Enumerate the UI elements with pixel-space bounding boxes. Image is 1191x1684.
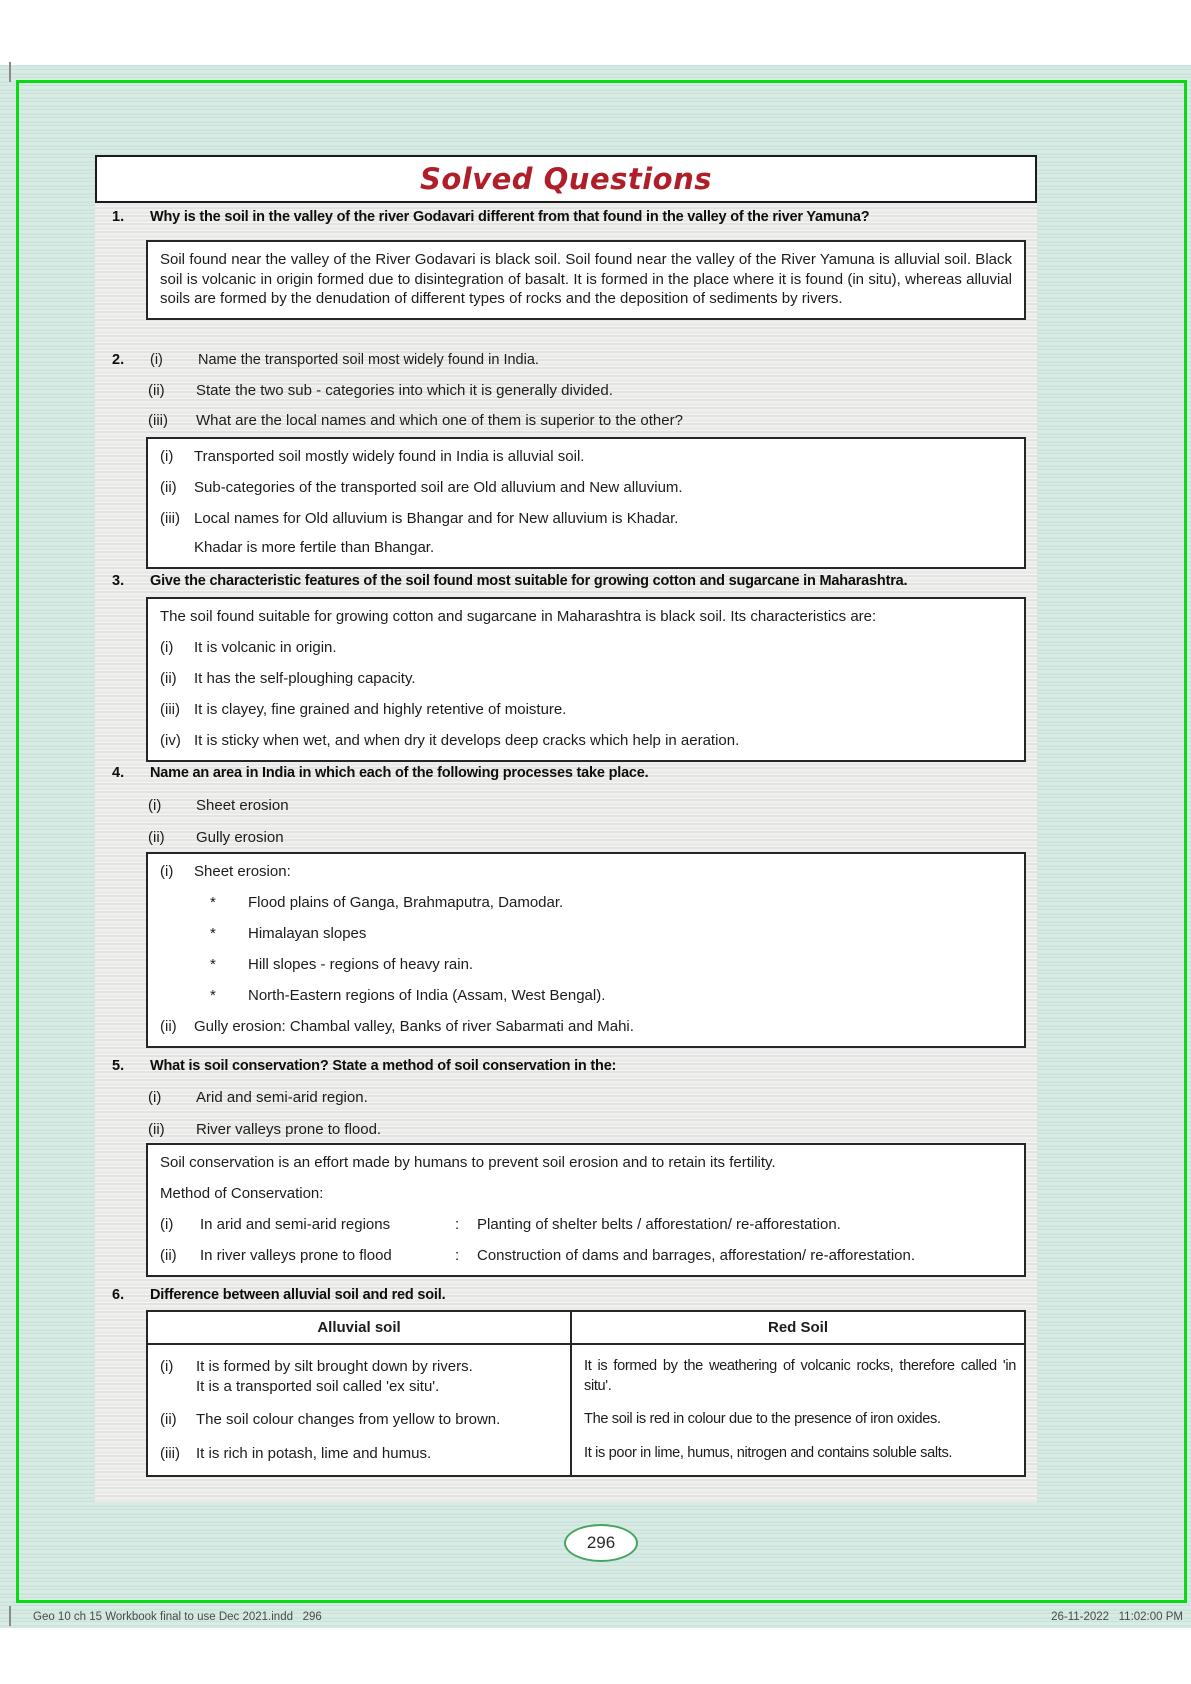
comparison-table [146,1310,1026,1477]
answer-4-bullet-text: Flood plains of Ganga, Brahmaputra, Damodar. [248,894,564,911]
table-row-number: (iii) [160,1444,180,1462]
answer-2-item-text: Transported soil mostly widely found in India is alluvial soil. [194,448,585,465]
question-1 [112,207,1037,227]
question-2-sub2-number: (ii) [148,382,165,399]
page-number-oval [564,1524,638,1562]
table-row-number: (i) [160,1358,174,1375]
answer-3-item-number: (ii) [160,670,177,687]
table-row-1-left [148,1345,572,1410]
answer-box-2 [146,437,1026,569]
answer-3-item-number: (iv) [160,732,181,749]
question-4 [112,763,1037,783]
question-5-sub2-number: (ii) [148,1121,165,1138]
question-5-number: 5. [112,1058,125,1074]
table-cell-text: It is formed by silt brought down by rivers. [196,1358,473,1375]
comparison-table-header [148,1312,1024,1345]
answer-3-item [160,731,1012,751]
answer-4-label [160,862,1012,882]
table-row-1-right: It is formed by the weathering of volcanic rocks, therefore called 'in situ'. [584,1358,1016,1394]
answer-5-item-colon: : [455,1216,460,1233]
answer-3-item [160,669,1012,689]
print-footer [0,1609,1191,1628]
crop-mark-top [9,62,11,82]
answer-3-item-number: (i) [160,639,174,656]
table-cell-text: The soil colour changes from yellow to brown. [196,1411,501,1428]
answer-box-4 [146,852,1026,1048]
answer-5-item-label: In arid and semi-arid regions [200,1216,391,1233]
answer-box-5 [146,1143,1026,1277]
footer-filename: Geo 10 ch 15 Workbook final to use Dec 2021.indd 296 [33,1611,322,1623]
table-cell-text: It is rich in potash, lime and humus. [196,1444,432,1462]
answer-4-bullet [210,893,1012,913]
top-margin [0,0,1191,65]
question-2-sub2 [148,381,1028,401]
question-2-number: 2. [112,352,125,368]
table-cell-text: It is a transported soil called 'ex situ'. [196,1377,440,1395]
answer-2-item [160,447,1012,467]
answer-3-item-text: It is volcanic in origin. [194,639,337,656]
answer-5-item-colon: : [455,1247,460,1264]
table-cell-line [160,1357,560,1377]
answer-3-item-text: It is clayey, fine grained and highly retentive of moisture. [194,701,567,718]
answer-2-item-number: (i) [160,448,174,465]
answer-5-intro: Soil conservation is an effort made by humans to prevent soil erosion and to retain its fertility. [160,1154,776,1171]
answer-2-item [160,509,1012,529]
answer-2-item-number: (iii) [160,510,180,527]
table-row-2-right: The soil is red in colour due to the presence of iron oxides. [584,1411,941,1427]
question-4-stem: Name an area in India in which each of the following processes take place. [150,765,649,781]
answer-4-bullet [210,986,1012,1006]
question-5 [112,1056,1037,1076]
answer-2-item [160,478,1012,498]
question-4-sub1-text: Sheet erosion [196,797,289,814]
asterisk-bullet-icon: * [210,987,216,1004]
answer-2-continuation: Khadar is more fertile than Bhangar. [194,539,435,556]
question-6-number: 6. [112,1287,125,1303]
question-4-sub2 [148,828,1028,848]
page-number: 296 [586,1533,616,1552]
answer-5-method-label: Method of Conservation: [160,1185,324,1202]
question-1-number: 1. [112,209,125,225]
page-title: Solved Questions [419,162,713,196]
answer-5-item [160,1246,1012,1266]
answer-5-item-label: In river valleys prone to flood [200,1247,392,1264]
comparison-table-body [148,1345,1024,1475]
answer-3-item [160,700,1012,720]
answer-box-1 [146,240,1026,320]
question-5-sub2-text: River valleys prone to flood. [196,1121,382,1138]
answer-4-bullet-text: Himalayan slopes [248,925,367,942]
table-cell-line [160,1444,560,1464]
question-3 [112,571,1037,591]
question-4-sub2-number: (ii) [148,829,165,846]
question-2-sub2-text: State the two sub - categories into which it is generally divided. [196,382,613,399]
table-header-alluvial: Alluvial soil [148,1312,572,1343]
answer-4-label-text: Sheet erosion: [194,863,291,880]
answer-1-paragraph: Soil found near the valley of the River Godavari is black soil. Soil found near the valley of the River Yamuna is alluvial soil. Black soil is volcanic in origin formed due to disintegration of basalt. It is formed in the place where it is found (in situ), whereas alluvial soils are formed by the denudation of different types of rocks and the deposition of sediments by rivers. [160,251,1012,307]
bottom-margin [0,1628,1191,1684]
question-6-stem: Difference between alluvial soil and red soil. [150,1287,446,1303]
table-row-3-right: It is poor in lime, humus, nitrogen and contains soluble salts. [584,1444,953,1461]
answer-3-item-text: It is sticky when wet, and when dry it develops deep cracks which help in aeration. [194,732,740,749]
answer-4-bullet [210,924,1012,944]
question-4-number: 4. [112,765,125,781]
answer-5-item-text: Construction of dams and barrages, afforestation/ re-afforestation. [477,1247,916,1264]
question-5-sub1-number: (i) [148,1089,162,1106]
answer-4-bullet-text: Hill slopes - regions of heavy rain. [248,956,474,973]
question-3-number: 3. [112,573,125,589]
question-5-stem: What is soil conservation? State a method of soil conservation in the: [150,1058,617,1074]
question-4-sub1-number: (i) [148,797,162,814]
question-6 [112,1285,1037,1305]
answer-4-bullet-text: North-Eastern regions of India (Assam, West Bengal). [248,987,606,1004]
question-2-sub3 [148,411,1028,431]
section-title-box [95,155,1037,203]
answer-3-item-text: It has the self-ploughing capacity. [194,670,416,687]
question-2 [112,350,1037,370]
table-cell-line [160,1410,560,1430]
answer-2-item-text: Local names for Old alluvium is Bhangar and for New alluvium is Khadar. [194,510,679,527]
question-2-sub1-text: Name the transported soil most widely found in India. [198,352,539,368]
answer-2-item-number: (ii) [160,479,177,496]
answer-4-label-number: (i) [160,863,174,880]
asterisk-bullet-icon: * [210,894,216,911]
answer-4-item-ii-number: (ii) [160,1018,177,1035]
question-5-sub2 [148,1120,1028,1140]
answer-2-item-text: Sub-categories of the transported soil are Old alluvium and New alluvium. [194,479,683,496]
table-row-number: (ii) [160,1411,177,1428]
answer-3-item [160,638,1012,658]
table-row-3-left [148,1444,572,1476]
answer-5-item-number: (ii) [160,1247,177,1264]
answer-4-item-ii-text: Gully erosion: Chambal valley, Banks of river Sabarmati and Mahi. [194,1018,634,1035]
question-2-sub3-text: What are the local names and which one of them is superior to the other? [196,412,683,429]
table-row-2-left [148,1410,572,1444]
question-2-sub1-number: (i) [150,352,163,368]
question-3-stem: Give the characteristic features of the soil found most suitable for growing cotton and sugarcane in Maharashtra. [150,573,908,589]
question-4-sub1 [148,796,1028,816]
asterisk-bullet-icon: * [210,925,216,942]
question-1-stem: Why is the soil in the valley of the river Godavari different from that found in the valley of the river Yamuna? [150,209,870,225]
question-2-sub3-number: (iii) [148,412,168,429]
footer-timestamp: 26-11-2022 11:02:00 PM [1051,1611,1183,1623]
answer-3-item-number: (iii) [160,701,180,718]
table-header-red-soil: Red Soil [767,1319,828,1336]
answer-4-bullet [210,955,1012,975]
answer-5-item-number: (i) [160,1216,174,1233]
answer-4-item-ii [160,1017,1012,1037]
question-5-sub1 [148,1088,1028,1108]
answer-box-3 [146,597,1026,762]
answer-5-item-text: Planting of shelter belts / afforestation/ re-afforestation. [477,1216,841,1233]
answer-3-intro: The soil found suitable for growing cotton and sugarcane in Maharashtra is black soil. Its characteristics are: [160,608,877,625]
question-5-sub1-text: Arid and semi-arid region. [196,1089,368,1106]
answer-5-item [160,1215,1012,1235]
question-4-sub2-text: Gully erosion [196,829,284,846]
asterisk-bullet-icon: * [210,956,216,973]
